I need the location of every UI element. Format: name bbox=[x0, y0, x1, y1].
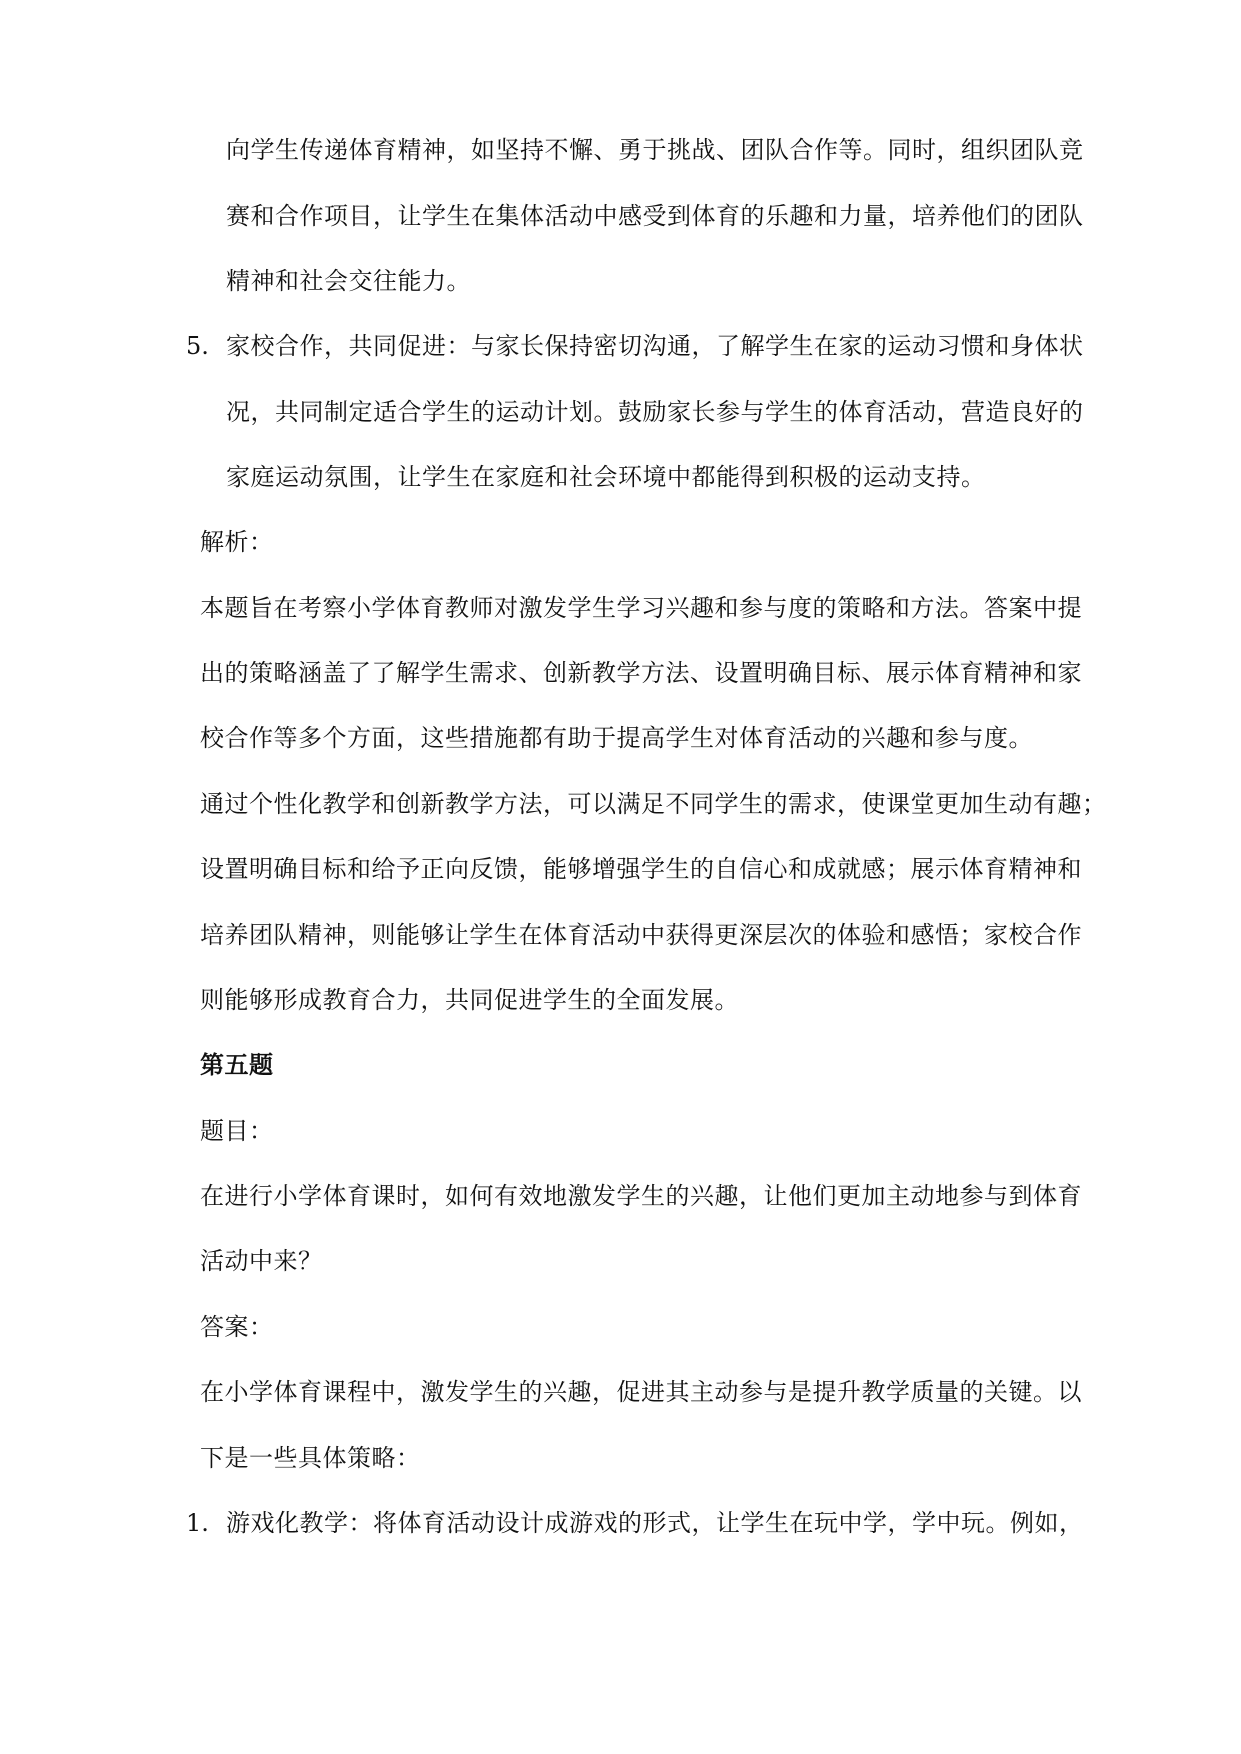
item5-number: 5. bbox=[186, 332, 209, 360]
item4-line-3: 精神和社会交往能力。 bbox=[226, 267, 471, 295]
item4-line-1: 向学生传递体育精神，如坚持不懈、勇于挑战、团队合作等。同时，组织团队竞 bbox=[226, 136, 1084, 164]
answer-label: 答案： bbox=[200, 1313, 274, 1341]
item5-line-1: 家校合作，共同促进：与家长保持密切沟通，了解学生在家的运动习惯和身体状 bbox=[226, 332, 1084, 360]
analysis-p1-line-3: 校合作等多个方面，这些措施都有助于提高学生对体育活动的兴趣和参与度。 bbox=[200, 724, 1033, 752]
item5-line-3: 家庭运动氛围，让学生在家庭和社会环境中都能得到积极的运动支持。 bbox=[226, 463, 986, 491]
analysis-label: 解析： bbox=[200, 528, 274, 556]
analysis-p2-line-4: 则能够形成教育合力，共同促进学生的全面发展。 bbox=[200, 986, 739, 1014]
analysis-p1-line-2: 出的策略涵盖了了解学生需求、创新教学方法、设置明确目标、展示体育精神和家 bbox=[200, 659, 1082, 687]
analysis-p2-line-2: 设置明确目标和给予正向反馈，能够增强学生的自信心和成就感；展示体育精神和 bbox=[200, 855, 1082, 883]
analysis-p1-line-1: 本题旨在考察小学体育教师对激发学生学习兴趣和参与度的策略和方法。答案中提 bbox=[200, 594, 1082, 622]
answer-intro-line-1: 在小学体育课程中，激发学生的兴趣，促进其主动参与是提升教学质量的关键。以 bbox=[200, 1378, 1082, 1406]
item5-line-2: 况，共同制定适合学生的运动计划。鼓励家长参与学生的体育活动，营造良好的 bbox=[226, 398, 1084, 426]
analysis-p2-line-3: 培养团队精神，则能够让学生在体育活动中获得更深层次的体验和感悟；家校合作 bbox=[200, 921, 1082, 949]
question-line-2: 活动中来？ bbox=[200, 1247, 323, 1275]
item1-number: 1. bbox=[186, 1509, 209, 1537]
section-title: 第五题 bbox=[200, 1050, 274, 1079]
question-label: 题目： bbox=[200, 1117, 274, 1145]
item4-line-2: 赛和合作项目，让学生在集体活动中感受到体育的乐趣和力量，培养他们的团队 bbox=[226, 202, 1084, 230]
analysis-p2-line-1: 通过个性化教学和创新教学方法，可以满足不同学生的需求，使课堂更加生动有趣； bbox=[200, 790, 1107, 818]
question-line-1: 在进行小学体育课时，如何有效地激发学生的兴趣，让他们更加主动地参与到体育 bbox=[200, 1182, 1082, 1210]
answer-intro-line-2: 下是一些具体策略： bbox=[200, 1444, 421, 1472]
item1-line-1: 游戏化教学：将体育活动设计成游戏的形式，让学生在玩中学，学中玩。例如， bbox=[226, 1509, 1084, 1537]
